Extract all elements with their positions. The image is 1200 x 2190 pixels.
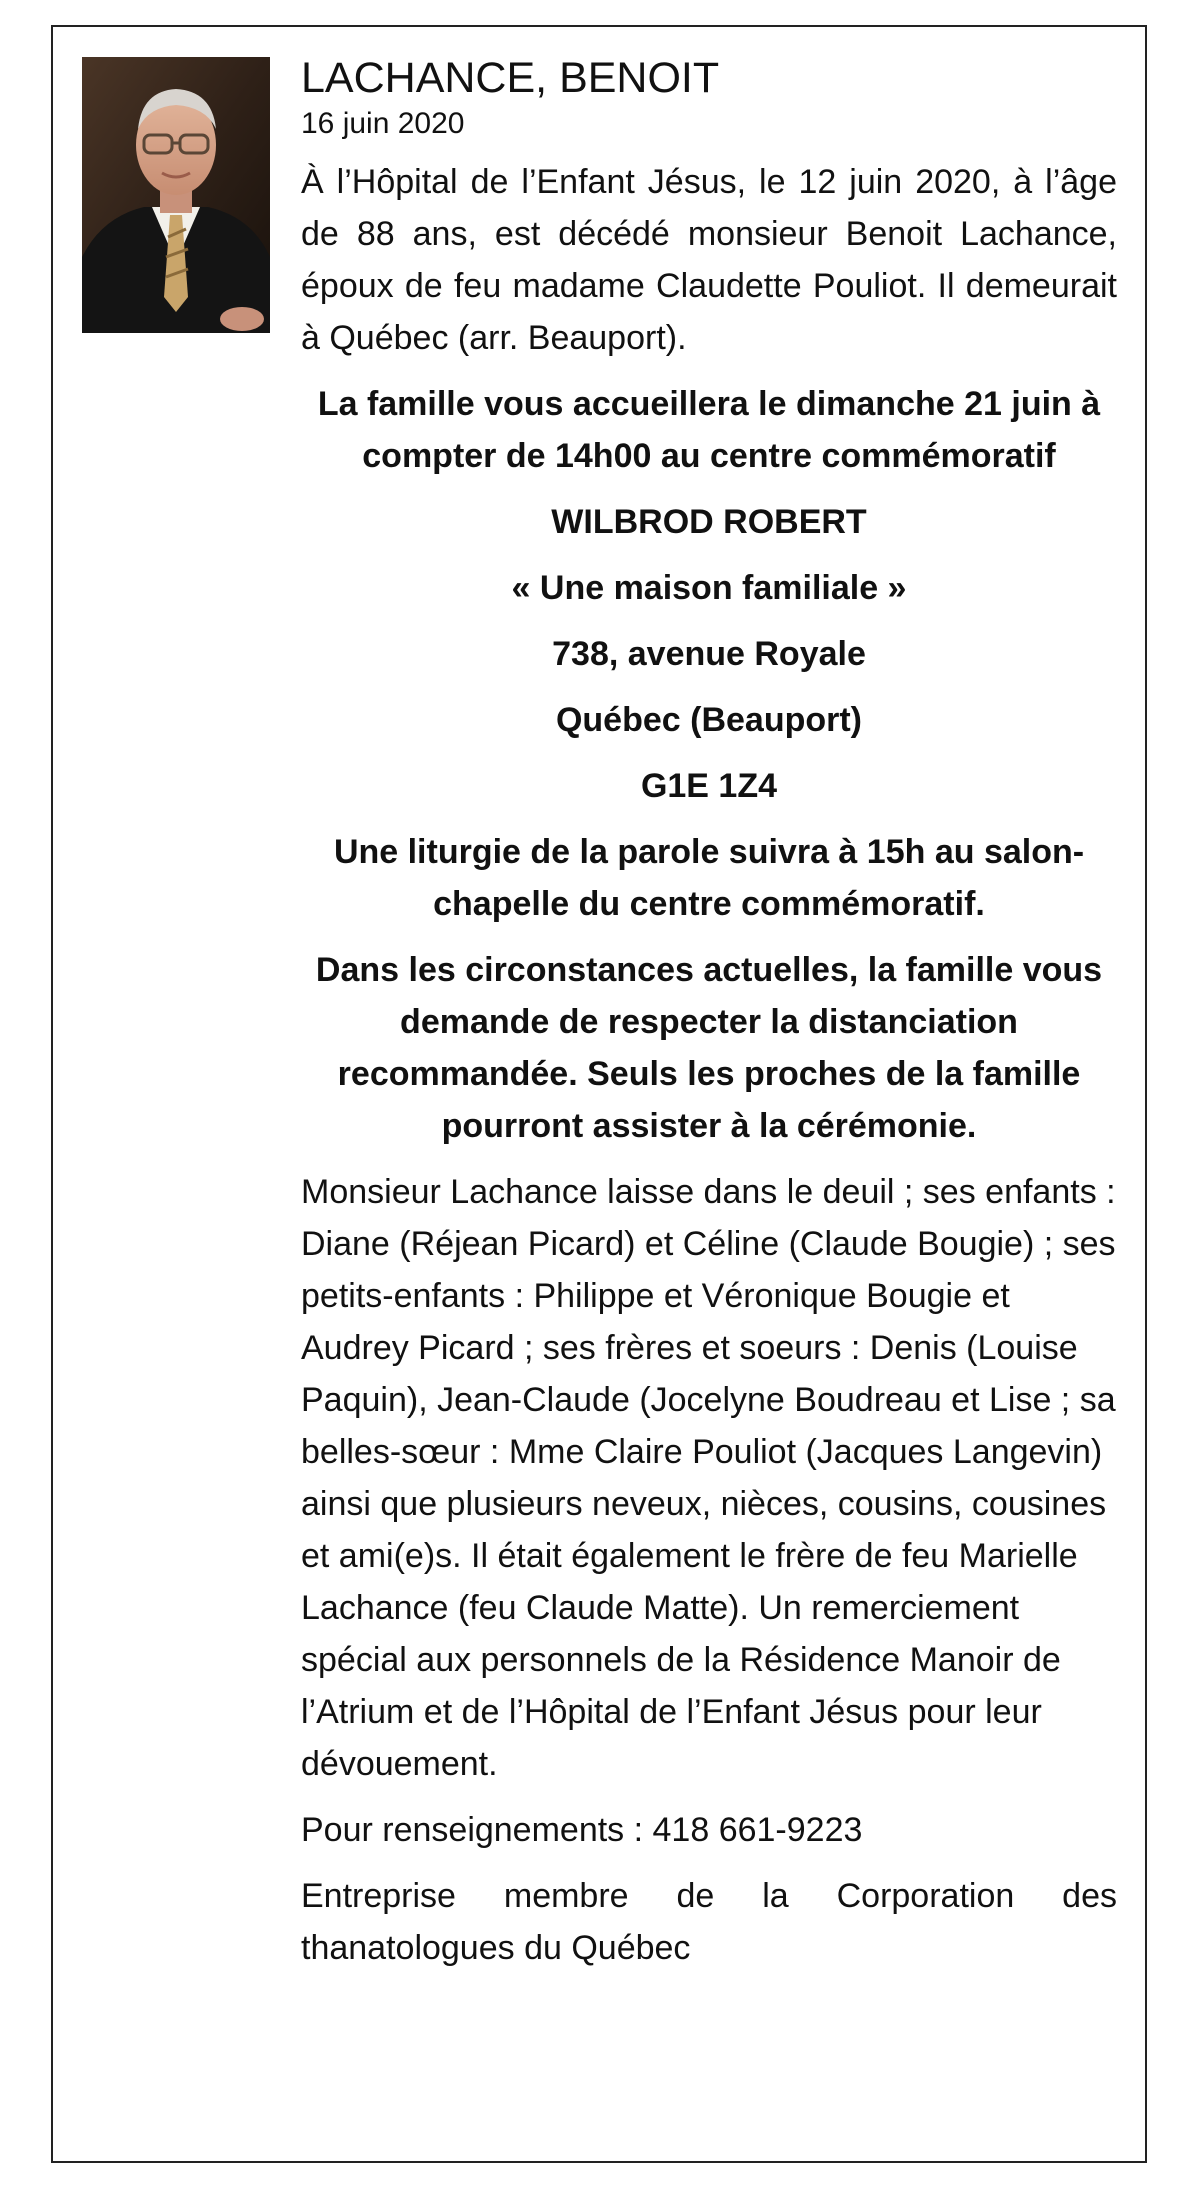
address-postal-code: G1E 1Z4 — [640, 767, 778, 805]
death-announcement: À l’Hôpital de l’Enfant Jésus, le 12 juin 2020, à l’âge de 88 ans, est décédé monsieur Benoit Lachance, époux de feu madame Claudette Pouliot. Il demeurait à Québec (arr. Beauport). — [301, 163, 1117, 357]
portrait-illustration — [82, 57, 270, 333]
address-street: 738, avenue Royale — [552, 635, 866, 673]
deceased-portrait-photo — [82, 57, 270, 333]
survivors-paragraph: Monsieur Lachance laisse dans le deuil ; ses enfants : Diane (Réjean Picard) et Céline (Claude Bougie) ; ses petits-enfants : Philippe et Véronique Bougie et Audrey Picard ; ses frères et soeurs : Denis (Louise Paquin), Jean-Claude (Jocelyne Boudreau et Lise ; sa belles-sœur : Mme Claire Pouliot (Jacques Langevin) ainsi que plusieurs neveux, nièces, cousins, cousines et ami(e)s. Il était également le frère de feu Marielle Lachance (feu Claude Matte). Un remerciement spécial aux personnels de la Résidence Manoir de l’Atrium et de l’Hôpital de l’Enfant Jésus pour leur dévouement. — [301, 1173, 1116, 1783]
deceased-name: LACHANCE, BENOIT — [301, 54, 720, 102]
funeral-home-tagline: « Une maison familiale » — [511, 569, 907, 607]
liturgy-details: Une liturgie de la parole suivra à 15h au salon-chapelle du centre commémoratif. — [333, 833, 1085, 923]
visitation-details: La famille vous accueillera le dimanche 21 juin à compter de 14h00 au centre commémoratif — [317, 385, 1101, 475]
address-city: Québec (Beauport) — [555, 701, 863, 739]
membership-statement: Entreprise membre de la Corporation des thanatologues du Québec — [301, 1877, 1117, 1967]
obituary-content — [301, 52, 1117, 1988]
funeral-home-name: WILBROD ROBERT — [551, 503, 867, 541]
covid-notice: Dans les circonstances actuelles, la famille vous demande de respecter la distanciation recommandée. Seuls les proches de la famille pourront assister à la cérémonie. — [315, 951, 1103, 1145]
published-date: 16 juin 2020 — [301, 107, 465, 140]
contact-phone: Pour renseignements : 418 661-9223 — [301, 1811, 863, 1849]
